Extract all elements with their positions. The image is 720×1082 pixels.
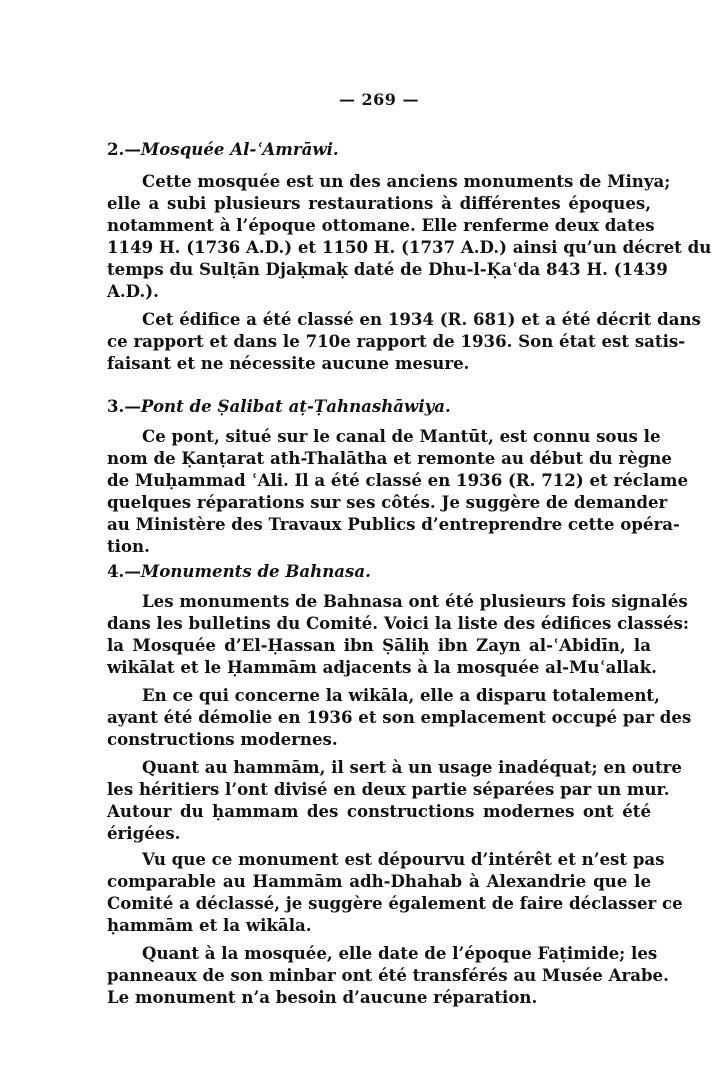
text-line: temps du Sulṭān Djaḳmaḳ daté de Dhu-l-Ḳaʿda 843 H. (1439 — [107, 259, 668, 279]
text-line: En ce qui concerne la wikāla, elle a disparu totalement, — [142, 685, 660, 705]
text-line: Les monuments de Bahnasa ont été plusieurs fois signalés — [142, 591, 688, 611]
text-line: notamment à l’époque ottomane. Elle renferme deux dates — [107, 215, 655, 235]
section-title: Pont de Ṣalibat aṭ-Ṭahnashāwiya. — [140, 396, 451, 416]
text-line: ḥammām et la wikāla. — [107, 915, 312, 935]
section-number: 2.— — [107, 139, 141, 159]
section-heading — [107, 560, 371, 582]
text-line: Comité a déclassé, je suggère également de faire déclasser ce — [107, 893, 683, 913]
section-number: 4.— — [107, 561, 141, 581]
text-line: panneaux de son minbar ont été transférés au Musée Arabe. — [107, 965, 669, 985]
text-line: Le monument n’a besoin d’aucune réparation. — [107, 987, 538, 1007]
text-line: 1149 H. (1736 A.D.) et 1150 H. (1737 A.D.) ainsi qu’un décret du — [107, 237, 712, 257]
text-line: dans les bulletins du Comité. Voici la liste des édifices classés: — [107, 613, 690, 633]
text-line: ce rapport et dans le 710e rapport de 1936. Son état est satis- — [107, 331, 686, 351]
text-line: tion. — [107, 536, 150, 556]
text-line: elle a subi plusieurs restaurations à différentes époques, — [107, 193, 651, 213]
text-line: Autour du ḥammam des constructions modernes ont été — [107, 801, 651, 821]
text-line: la Mosquée d’El-Ḥassan ibn Ṣāliḥ ibn Zayn al-ʿAbidīn, la — [107, 635, 651, 655]
text-line: quelques réparations sur ses côtés. Je suggère de demander — [107, 492, 668, 512]
text-line: A.D.). — [107, 281, 159, 301]
text-line: faisant et ne nécessite aucune mesure. — [107, 353, 470, 373]
text-line: Cet édifice a été classé en 1934 (R. 681) et a été décrit dans — [142, 309, 701, 329]
text-line: érigées. — [107, 823, 181, 843]
page-number: — 269 — — [338, 90, 420, 109]
section-number: 3.— — [107, 396, 141, 416]
text-line: ayant été démolie en 1936 et son emplacement occupé par des — [107, 707, 692, 727]
text-line: de Muḥammad ʿAli. Il a été classé en 1936 (R. 712) et réclame — [107, 470, 689, 490]
text-line: Quant au hammām, il sert à un usage inadéquat; en outre — [142, 757, 682, 777]
text-line: nom de Ḳanṭarat ath-Thalātha et remonte au début du règne — [107, 448, 672, 468]
text-line: Quant à la mosquée, elle date de l’époque Faṭimide; les — [142, 943, 658, 963]
text-line: au Ministère des Travaux Publics d’entreprendre cette opéra- — [107, 514, 680, 534]
text-line: constructions modernes. — [107, 729, 338, 749]
section-title: Mosquée Al-ʿAmrāwi. — [140, 139, 339, 159]
text-line: Cette mosquée est un des anciens monuments de Minya; — [142, 171, 671, 191]
text-line: Vu que ce monument est dépourvu d’intérêt et n’est pas — [142, 849, 665, 869]
text-line: les héritiers l’ont divisé en deux partie séparées par un mur. — [107, 779, 670, 799]
section-heading — [107, 395, 451, 417]
section-heading — [107, 138, 339, 160]
text-line: comparable au Hammām adh-Dhahab à Alexandrie que le — [107, 871, 651, 891]
section-title: Monuments de Bahnasa. — [140, 561, 371, 581]
text-line: Ce pont, situé sur le canal de Mantūt, est connu sous le — [142, 426, 661, 446]
text-line: wikālat et le Ḥammām adjacents à la mosquée al-Muʿallak. — [107, 657, 657, 677]
